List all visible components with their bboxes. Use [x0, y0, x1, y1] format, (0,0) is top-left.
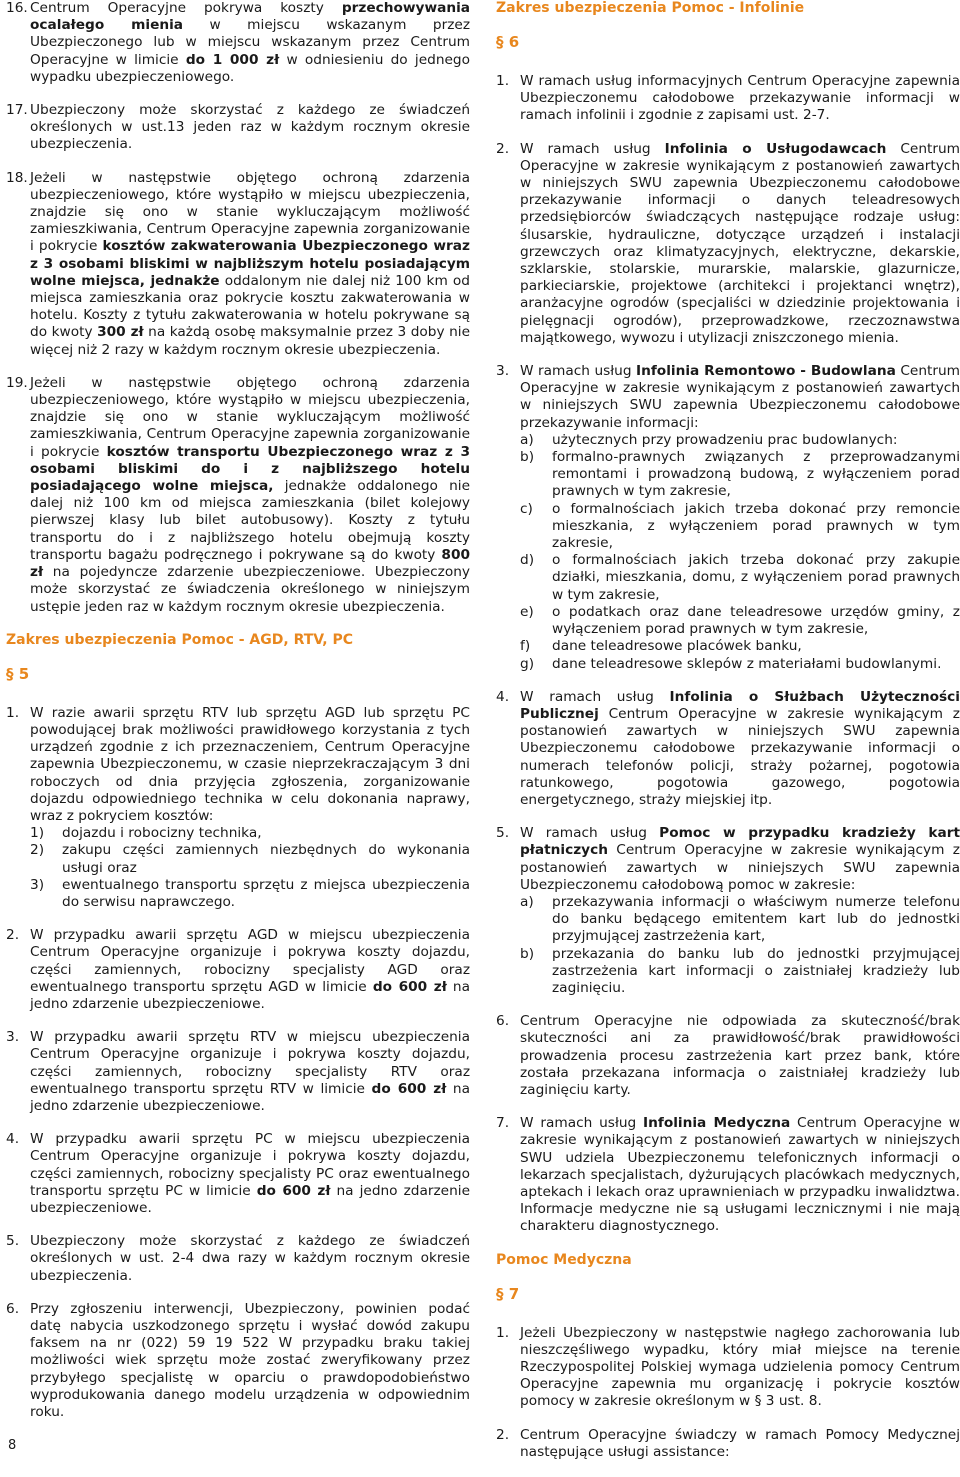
item-number: 3.: [6, 1029, 20, 1046]
text-run: W ramach usług: [520, 1115, 644, 1132]
bold-text: Pomoc w przypadku kradzieży kart płatniczych: [520, 825, 960, 859]
item-text: [520, 73, 960, 125]
list-item: [496, 1013, 960, 1099]
text-run: na jedno zdarzenie ubezpieczeniowe.: [30, 1080, 470, 1114]
item-text: [520, 141, 960, 347]
item-number: 6.: [496, 1013, 510, 1030]
text-run: W ramach usług: [520, 363, 637, 380]
bold-text: Infolinia o Służbach Użyteczności Publicznej: [520, 688, 960, 722]
text-run: W razie awarii sprzętu RTV lub sprzętu AGD lub sprzętu PC powodującej brak możliwości prawidłowego korzystania z tych urządzeń zgodnie z ich przeznaczeniem, Centrum Operacyjne zapewnia Ubezpieczonemu, w czasie nieprzekraczającym 3 dni roboczych od dnia przyjęcia zgłoszenia, zorganizowanie dojazdu odpowiedniego technika w celu dokonania naprawy, wraz z pokryciem kosztów:: [30, 704, 470, 824]
sub-list: [520, 432, 960, 673]
sub-item-label: g): [520, 655, 535, 672]
list-item: [496, 1115, 960, 1235]
sub-item-text: o podatkach oraz dane teleadresowe urzędów gminy, z wyłączeniem porad prawnych w tym zakresie,: [552, 603, 960, 638]
text-run: W przypadku awarii sprzętu AGD w miejscu ubezpieczenia Centrum Operacyjne organizuje i pokrywa koszty dojazdu, części zamiennych, robocizny specjalisty AGD oraz ewentualnego transportu sprzętu AGD w limicie: [30, 927, 470, 995]
page-number: 8: [8, 1438, 17, 1453]
bold-text: do 600 zł: [371, 1080, 447, 1097]
item-text: [30, 927, 470, 1013]
section-heading-agd: Zakres ubezpieczenia Pomoc - AGD, RTV, PC: [6, 631, 354, 648]
paragraph-mark-5: § 5: [6, 664, 30, 683]
item-number: 4.: [496, 688, 510, 705]
item-text: [30, 1029, 470, 1115]
sub-item-text: zakupu części zamiennych niezbędnych do wykonania usługi oraz: [62, 842, 470, 876]
item-text: [30, 375, 470, 616]
sub-item-label: f): [520, 638, 531, 655]
sub-list-item: [520, 432, 960, 449]
sub-item-text: dojazdu i robocizny technika,: [62, 825, 262, 842]
list-item: [6, 375, 470, 616]
sub-item-label: a): [520, 431, 534, 448]
text-run: Centrum Operacyjne w zakresie wynikającym z postanowień zawartych w niniejszych SWU zapewnia Ubezpieczonemu całodobowe przekazywanie informacji:: [520, 363, 960, 431]
list-item: [6, 1029, 470, 1115]
left-column: [6, 0, 470, 1437]
text-run: W ramach usług: [520, 140, 665, 157]
text-run: Jeżeli w następstwie objętego ochroną zdarzenia ubezpieczeniowego, które wystąpiło w miejscu ubezpieczenia, znajdzie się ono w stanie wykluczającym możliwość zamieszkiwania, Centrum Operacyjne zapewnia zorganizowanie i pokrycie: [30, 374, 470, 460]
sub-item-text: użytecznych przy prowadzeniu prac budowlanych:: [552, 431, 898, 448]
right-column: [496, 0, 960, 1477]
item-text: [520, 1115, 960, 1235]
text-run: na pojedyncze zdarzenie ubezpieczeniowe. Ubezpieczony może skorzystać ze świadczenia określonego w niniejszym ustępie jeden raz w każdym rocznym okresie ubezpieczenia.: [30, 564, 470, 615]
sub-list-item: [520, 656, 960, 673]
text-run: na jedno zdarzenie ubezpieczeniowe.: [30, 1182, 470, 1216]
text-run: Centrum Operacyjne nie odpowiada za skuteczność/brak skuteczności ani za prawidłowość/brak prawidłowości prowadzenia procesu zastrzeżenia kart przez bank, które została przekazana informacja o zaistniałej kradzieży lub zaginięciu karty.: [520, 1013, 960, 1098]
text-run: na każdą osobę maksymalnie przez 3 doby nie więcej niż 2 razy w każdym rocznym okresie ubezpieczenia.: [30, 324, 471, 358]
sub-list-item: [30, 877, 470, 911]
sub-list-item: [520, 638, 960, 655]
item-number: 7.: [496, 1115, 510, 1132]
bold-text: do 1 000 zł: [185, 51, 280, 68]
list-item: [6, 927, 470, 1013]
item-text: [30, 170, 470, 359]
sub-list: [30, 825, 470, 911]
list-item: [496, 1325, 960, 1411]
item-number: 5.: [496, 825, 510, 842]
sub-item-label: 1): [30, 825, 45, 842]
right-items-2: [496, 1325, 960, 1461]
paragraph-mark-7: § 7: [496, 1284, 520, 1303]
right-items: [496, 73, 960, 1236]
sub-item-text: o formalnościach jakich trzeba dokonać przy remoncie mieszkania, z wyłączeniem porad prawnych w tym zakresie,: [552, 500, 960, 552]
list-item: [496, 689, 960, 809]
sub-list-item: [520, 894, 960, 946]
item-text: [30, 1233, 470, 1285]
item-text: [520, 689, 960, 809]
text-run: W ramach usług: [520, 825, 660, 842]
item-number: 2.: [6, 927, 20, 944]
item-text: [30, 0, 470, 86]
item-text: [30, 102, 470, 154]
text-run: Centrum Operacyjne w zakresie wynikającym z postanowień zawartych w niniejszych SWU zapewnia Ubezpieczonemu całodobowe przekazywanie informacji o danych teleadresowych przedsiębiorców świadczących następujące rodzaje usług: ślusarskie, hydrauliczne, dotyczące urządzeń i instalacji grzewczych oraz klimatyzacyjnych, elektryczne, dekarskie, szklarskie, stolarskie, murarskie, malarskie, glazurnicze, parkieciarskie, projektowe (architekci i projektanci wnętrz), aranżacyjne ogrodów (specjaliści w dziedzinie projektowania i pielęgnacji ogrodów), przeprowadzkowe, rzeczoznawstwa majątkowego, wywozu i utylizacji zniszczonego mienia.: [520, 140, 960, 346]
text-run: W ramach usług: [520, 688, 670, 705]
bold-text: Infolinia o Usługodawcach: [664, 140, 887, 157]
text-run: W przypadku awarii sprzętu RTV w miejscu ubezpieczenia Centrum Operacyjne organizuje i pokrywa koszty dojazdu, części zamiennych, robocizny specjalisty RTV oraz ewentualnego transportu sprzętu RTV w limicie: [30, 1029, 470, 1097]
sub-item-text: formalno-prawnych związanych z przeprowadzanymi remontami i prowadzoną budową, z wyłączeniem porad prawnych w tym zakresie,: [552, 449, 960, 500]
list-item: [6, 170, 470, 359]
sub-item-text: ewentualnego transportu sprzętu z miejsca ubezpieczenia do serwisu naprawczego.: [62, 876, 470, 910]
sub-item-text: dane teleadresowe placówek banku,: [552, 638, 802, 655]
item-text: [520, 1325, 960, 1411]
text-run: Jeżeli Ubezpieczony w następstwie nagłego zachorowania lub nieszczęśliwego wypadku, który miał miejsce na terenie Rzeczypospolitej Polskiej wymaga udzielenia pomocy Centrum Operacyjne zapewnia mu organizację i pokrycie kosztów pomocy w zakresie określonym w § 3 ust. 8.: [520, 1324, 960, 1410]
sub-item-label: e): [520, 603, 534, 620]
text-run: w odniesieniu do jednego wypadku ubezpieczeniowego.: [30, 51, 470, 85]
item-number: 19.: [6, 374, 28, 391]
list-item: [6, 1301, 470, 1421]
list-item: [496, 141, 960, 347]
text-run: oddalonym nie dalej niż 100 km od miejsca zamieszkania oraz pokrycie kosztu zakwaterowania w hotelu. Koszty z tytułu zakwaterowania w hotelu pokrywane są do kwoty: [30, 272, 470, 341]
sub-list: [520, 894, 960, 997]
list-item: [496, 363, 960, 673]
text-run: Centrum Operacyjne w zakresie wynikającym z postanowień zawartych w niniejszych SWU zapewnia Ubezpieczonemu całodobową pomoc w zakresie:: [520, 842, 960, 893]
sub-list-item: [520, 449, 960, 501]
item-text: [520, 363, 960, 673]
section-heading-infolinie: Zakres ubezpieczenia Pomoc - Infolinie: [496, 0, 805, 16]
item-number: 18.: [6, 169, 28, 186]
bold-text: kosztów zakwaterowania Ubezpieczonego wraz z 3 osobami bliskimi w najbliższym hotelu posiadającym wolne miejsca, jednakże: [30, 238, 470, 289]
item-text: [30, 1131, 470, 1217]
item-text: [30, 705, 470, 911]
sub-item-label: 2): [30, 842, 45, 859]
sub-item-label: c): [520, 500, 533, 517]
item-number: 2.: [496, 1426, 510, 1443]
bold-text: 800 zł: [30, 546, 470, 581]
list-item: [6, 102, 470, 154]
text-run: W przypadku awarii sprzętu PC w miejscu ubezpieczenia Centrum Operacyjne organizuje i pokrywa koszty dojazdu, części zamiennych, robocizny specjalisty PC oraz ewentualnego transportu sprzętu PC w limicie: [30, 1131, 470, 1199]
item-number: 1.: [6, 704, 20, 721]
sub-item-label: a): [520, 893, 534, 910]
text-run: Centrum Operacyjne w zakresie wynikającym z postanowień zawartych w niniejszych SWU zapewnia Ubezpieczonemu całodobowe przekazywanie informacji o numerach telefonów policji, straży pożarnej, pogotowia ratunkowego, pogotowia gazowego, pogotowia energetycznego, straży miejskiej itp.: [520, 705, 960, 808]
bold-text: przechowywania ocalałego mienia: [30, 0, 470, 34]
sub-item-text: o formalnościach jakich trzeba dokonać przy zakupie działki, mieszkania, domu, z wyłączeniem porad prawnych w tym zakresie,: [552, 552, 960, 603]
item-text: [520, 825, 960, 997]
bold-text: do 600 zł: [372, 978, 447, 995]
item-number: 1.: [496, 73, 510, 89]
left-items-top: [6, 0, 470, 616]
item-number: 4.: [6, 1131, 20, 1148]
list-item: [6, 1233, 470, 1285]
sub-item-label: 3): [30, 876, 45, 893]
item-number: 3.: [496, 363, 510, 380]
sub-list-item: [30, 825, 470, 842]
sub-item-text: przekazania do banku lub do jednostki przyjmującej zastrzeżenia kart informacji o zaistniałej kradzieży lub zaginięciu.: [552, 945, 960, 996]
item-text: [30, 1301, 470, 1421]
sub-list-item: [520, 604, 960, 638]
item-number: 6.: [6, 1300, 20, 1317]
sub-item-label: d): [520, 552, 535, 569]
text-run: Ubezpieczony może skorzystać z każdego ze świadczeń określonych w ust.13 jeden raz w każdym rocznym okresie ubezpieczenia.: [30, 102, 470, 153]
sub-list-item: [520, 946, 960, 998]
text-run: na jedno zdarzenie ubezpieczeniowe.: [30, 978, 470, 1012]
list-item: [6, 0, 470, 86]
text-run: jednakże oddalonego nie dalej niż 100 km od miejsca zamieszkania (bilet kolejowy pierwszej klasy lub bilet autobusowy). Koszty z tytułu transportu do i z najbliższego hotelu obejmują koszty transportu bagażu podręcznego i pokrywane są do kwoty: [30, 478, 470, 563]
text-run: Ubezpieczony może skorzystać z każdego ze świadczeń określonych w ust. 2-4 dwa razy w każdym rocznym okresie ubezpieczenia.: [30, 1233, 470, 1284]
text-run: Centrum Operacyjne w zakresie wynikającym z postanowień zawartych w niniejszych SWU udziela Ubezpieczonemu telefonicznych informacji o lekarzach specjalistach, dyżurujących placówkach medycznych, aptekach i lekach oraz uprawnieniach w przypadku inwalidztwa. Informacje medyczne nie są usługami lecznicznymi i nie mają charakteru diagnostycznego.: [520, 1115, 960, 1235]
bold-text: kosztów transportu Ubezpieczonego wraz z 3 osobami bliskimi do i z najbliższego hotelu posiadającego wolne miejsca,: [30, 443, 470, 495]
list-item: [496, 73, 960, 125]
text-run: W ramach usług informacyjnych Centrum Operacyjne zapewnia Ubezpieczonemu całodobowe przekazywanie informacji w ramach infolinii i zgodnie z zapisami ust. 2-7.: [520, 73, 960, 124]
left-items-bottom: [6, 705, 470, 1422]
list-item: [496, 825, 960, 997]
sub-item-label: b): [520, 945, 535, 962]
sub-item-label: b): [520, 449, 535, 466]
sub-list-item: [520, 501, 960, 553]
item-number: 2.: [496, 140, 510, 157]
paragraph-mark-6: § 6: [496, 33, 520, 51]
item-text: [520, 1013, 960, 1099]
list-item: [6, 1131, 470, 1217]
bold-text: Infolinia Medyczna: [643, 1115, 791, 1132]
bold-text: 300 zł: [97, 324, 144, 341]
item-number: 17.: [6, 102, 28, 119]
sub-item-text: przekazywania informacji o właściwym numerze telefonu do banku będącego emitentem kart lub do jednostki przyjmującej zastrzeżenia kart,: [552, 893, 960, 945]
item-number: 1.: [496, 1324, 510, 1341]
list-item: [6, 705, 470, 911]
sub-list-item: [520, 552, 960, 604]
bold-text: Infolinia Remontowo - Budowlana: [636, 363, 896, 380]
text-run: Jeżeli w następstwie objętego ochroną zdarzenia ubezpieczeniowego, które wystąpiło w miejscu ubezpieczenia, znajdzie się ono w stanie wykluczającym możliwość zamieszkiwania, Centrum Operacyjne zapewnia zorganizowanie i pokrycie: [30, 169, 470, 255]
bold-text: do 600 zł: [256, 1182, 331, 1199]
text-run: w miejscu wskazanym przez Ubezpieczonego lub w miejscu wskazanym przez Centrum Operacyjne w limicie: [30, 17, 470, 68]
text-run: Centrum Operacyjne pokrywa koszty: [30, 0, 342, 16]
sub-item-text: dane teleadresowe sklepów z materiałami budowlanymi.: [552, 655, 942, 672]
sub-list-item: [30, 842, 470, 876]
item-number: 16.: [6, 0, 28, 16]
text-run: Centrum Operacyjne świadczy w ramach Pomocy Medycznej następujące usługi assistance:: [520, 1426, 960, 1460]
text-run: Przy zgłoszeniu interwencji, Ubezpieczony, powinien podać datę nabycia uszkodzonego sprzętu i wysłać dowód zakupu faksem na nr (022) 59 19 522 W przypadku braku takiej możliwości wiek sprzętu może zostać zweryfikowany przez przybyłego specjalistę w oparciu o prawdopodobieństwo wyprodukowania danego modelu urządzenia w odpowiednim roku.: [30, 1300, 470, 1421]
section-heading-medyczna: Pomoc Medyczna: [496, 1251, 632, 1268]
item-number: 5.: [6, 1233, 20, 1250]
